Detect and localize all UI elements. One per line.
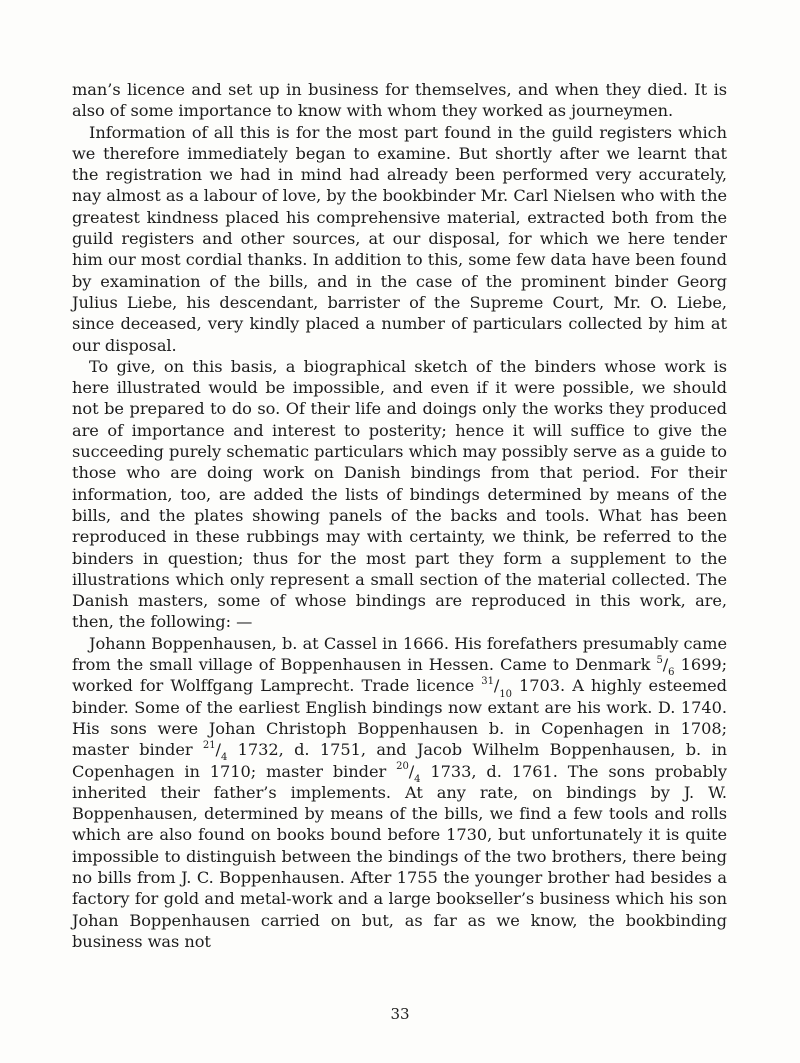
text-run: 1732, d. 1751, and Jacob Wilhelm Boppenhausen, b. in Copenhagen in 1710; master binder: [72, 740, 727, 781]
fraction-denominator: 6: [668, 667, 675, 679]
page-number: 33: [390, 1005, 410, 1023]
fraction-numerator: 20: [396, 761, 409, 773]
fraction-numerator: 5: [656, 654, 663, 666]
fraction-denominator: 10: [499, 688, 512, 700]
date-fraction: $^{20}/_4$: [396, 761, 421, 785]
date-fraction: $^{31}/_{10}$: [481, 675, 512, 700]
paragraph-boppenhausen: [72, 633, 727, 952]
text-run: 1733, d. 1761. The sons probably inherited their father’s implements. At any rate, on bindings by J. W. Boppenhausen, determined by means of the bills, we find a few tools and rolls which are also found on books bound before 1730, but unfortunately it is quite impossible to distinguish between the bindings of the two brothers, there being no bills from J. C. Boppenhausen. After 1755 the younger brother had besides a factory for gold and metal-work and a large bookseller’s business which his son Johan Boppenhausen carried on but, as far as we know, the bookbinding business was not: [72, 761, 727, 951]
fraction-numerator: 31: [481, 675, 494, 687]
text-run: 1703. A highly esteemed binder. Some of the earliest English bindings now extant are his work. D. 1740. His sons were Johan Christoph Boppenhausen b. in Copenhagen in 1708; master binder: [72, 676, 727, 760]
fraction-numerator: 21: [202, 739, 216, 751]
body-text: [72, 79, 727, 952]
fraction-denominator: 4: [414, 773, 421, 785]
fraction-denominator: 4: [220, 752, 228, 764]
text-run: 1699; worked for Wolffgang Lamprecht. Trade licence: [72, 655, 727, 696]
paragraph: To give, on this basis, a biographical sketch of the binders whose work is here illustrated would be impossible, and even if it were possible, we should not be prepared to do so. Of their life and doings only the works they produced are of importance and interest to posterity; hence it will suffice to give the succeeding purely schematic particulars which may possibly serve as a guide to those who are doing work on Danish bindings from that period. For their information, too, are added the lists of bindings determined by means of the bills, and the plates showing panels of the backs and tools. What has been reproduced in these rubbings may with certainty, we think, be referred to the binders in question; thus for the most part they form a supplement to the illustrations which only represent a small section of the material collected. The Danish masters, some of whose bindings are reproduced in this work, are, then, the following: —: [72, 356, 727, 632]
paragraph: Information of all this is for the most part found in the guild registers which we therefore immediately began to examine. But shortly after we learnt that the registration we had in mind had already been performed very accurately, nay almost as a labour of love, by the bookbinder Mr. Carl Nielsen who with the greatest kindness placed his comprehensive material, extracted both from the guild registers and other sources, at our disposal, for which we here tender him our most cordial thanks. In addition to this, some few data have been found by examination of the bills, and in the case of the prominent binder Georg Julius Liebe, his descendant, barrister of the Supreme Court, Mr. O. Liebe, since deceased, very kindly placed a number of particulars collected by him at our disposal.: [72, 122, 727, 355]
text-run: Johann Boppenhausen, b. at Cassel in 1666. His forefathers presumably came from the small village of Boppenhausen in Hessen. Came to Denmark: [72, 633, 727, 675]
paragraph: man’s licence and set up in business for themselves, and when they died. It is also of some importance to know with whom they worked as journeymen.: [72, 80, 727, 121]
date-fraction: $^{21}/_4$: [202, 739, 228, 764]
date-fraction: $^5/_6$: [656, 654, 675, 679]
